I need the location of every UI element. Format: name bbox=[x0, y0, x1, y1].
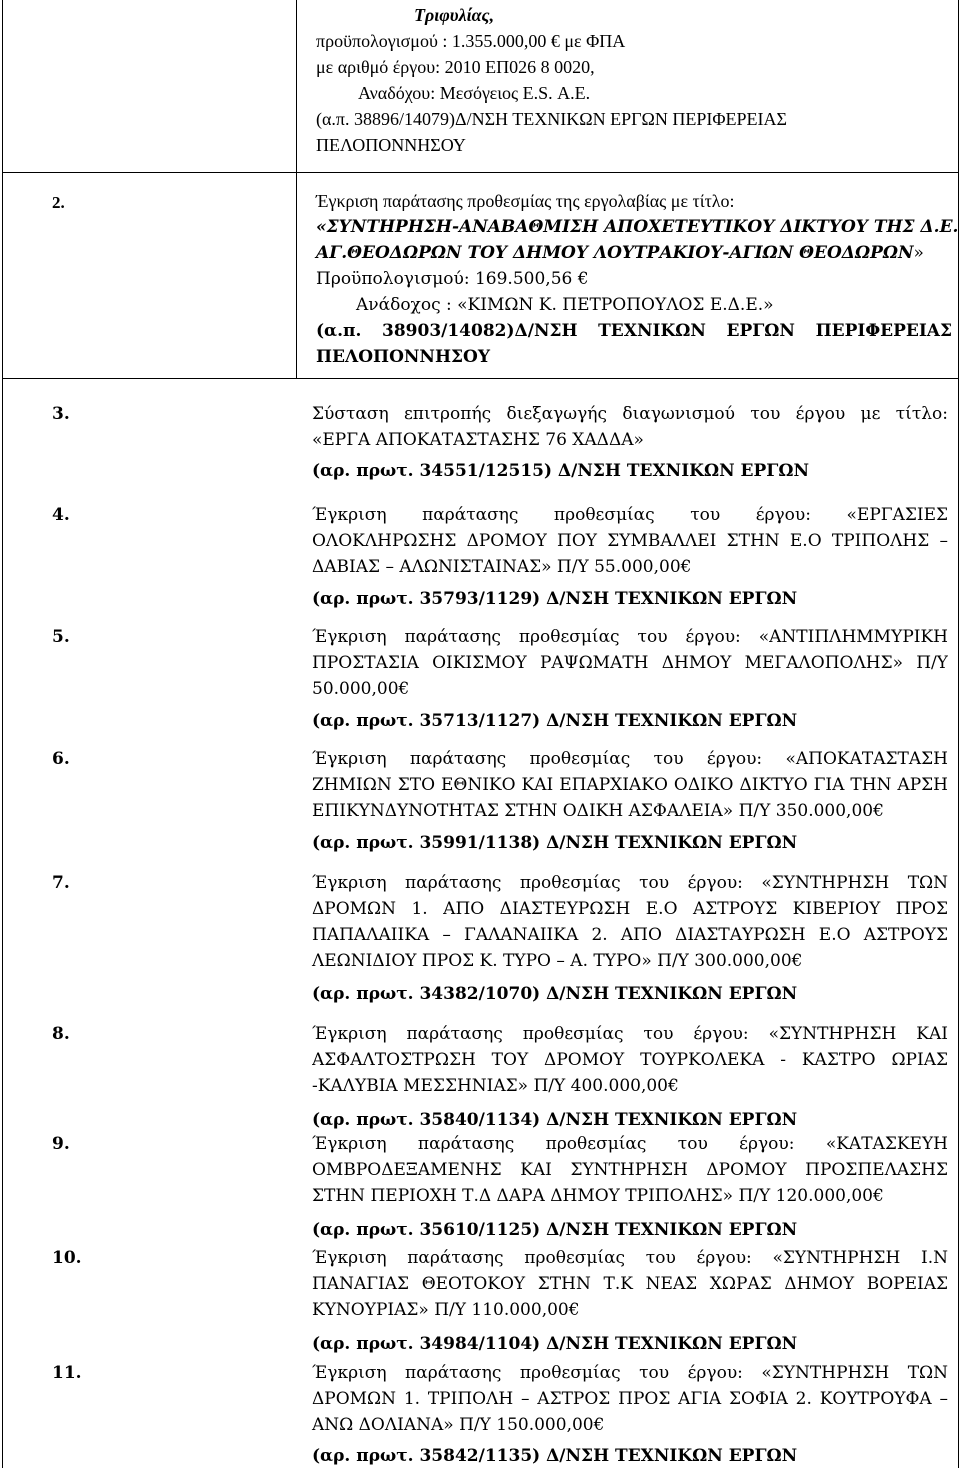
item-budget-line: προϋπολογισμού : 1.355.000,00 € με ΦΠΑ bbox=[316, 31, 626, 51]
agenda-item-number: 11. bbox=[52, 1363, 82, 1383]
agenda-item-number: 3. bbox=[52, 404, 70, 424]
table-left-border bbox=[2, 0, 3, 1468]
item-budget-line: Προϋπολογισμού: 169.500,56 € bbox=[316, 269, 589, 289]
item-text-line: ΠΑΝΑΓΙΑΣ ΘΕΟΤΟΚΟΥ ΣΤΗΝ Τ.Κ ΝΕΑΣ ΧΩΡΑΣ ΔΗΜΟΥ ΒΟΡΕΙΑΣ bbox=[312, 1274, 948, 1294]
item-text-line: Έγκριση παράτασης προθεσμίας του έργου: «ΣΥΝΤΗΡΗΣΗ ΤΩΝ bbox=[312, 1363, 948, 1383]
agenda-item-number: 2. bbox=[52, 193, 65, 212]
item-text-line: Τριφυλίας, bbox=[414, 5, 495, 25]
item-text-line: Έγκριση παράτασης προθεσμίας του έργου: «ΑΠΟΚΑΤΑΣΤΑΣΗ bbox=[312, 749, 948, 769]
item-reference-line: (αρ. πρωτ. 35842/1135) Δ/ΝΣΗ ΤΕΧΝΙΚΩΝ ΕΡΓΩΝ bbox=[312, 1446, 798, 1466]
item-reference-line: (αρ. πρωτ. 34984/1104) Δ/ΝΣΗ ΤΕΧΝΙΚΩΝ ΕΡΓΩΝ bbox=[312, 1334, 798, 1354]
item-reference-line: ΠΕΛΟΠΟΝΝΗΣΟΥ bbox=[316, 135, 466, 155]
item-budget-line: -ΚΑΛΥΒΙΑ ΜΕΣΣΗΝΙΑΣ» Π/Υ 400.000,00€ bbox=[312, 1076, 679, 1096]
item-reference-line: (αρ. πρωτ. 35713/1127) Δ/ΝΣΗ ΤΕΧΝΙΚΩΝ ΕΡΓΩΝ bbox=[312, 711, 798, 731]
item-reference-line: ΠΕΛΟΠΟΝΝΗΣΟΥ bbox=[316, 347, 490, 367]
item-reference-line: (αρ. πρωτ. 34382/1070) Δ/ΝΣΗ ΤΕΧΝΙΚΩΝ ΕΡΓΩΝ bbox=[312, 984, 798, 1004]
item-budget-line: ΣΤΗΝ ΠΕΡΙΟΧΗ Τ.Δ ΔΑΡΑ ΔΗΜΟΥ ΤΡΙΠΟΛΗΣ» Π/Υ 120.000,00€ bbox=[312, 1186, 884, 1206]
item-text-line: ΔΡΟΜΩΝ 1. ΤΡΙΠΟΛΗ – ΑΣΤΡΟΣ ΠΡΟΣ ΑΓΙΑ ΣΟΦΙΑ 2. ΚΟΥΤΡΟΥΦΑ – bbox=[312, 1389, 948, 1409]
table-row-divider bbox=[2, 172, 958, 173]
agenda-item-number: 7. bbox=[52, 873, 70, 893]
item-text-line: Έγκριση παράτασης προθεσμίας του έργου: «ΣΥΝΤΗΡΗΣΗ ΤΩΝ bbox=[312, 873, 948, 893]
table-column-divider-top bbox=[296, 0, 297, 378]
item-text-line: ΟΛΟΚΛΗΡΩΣΗΣ ΔΡΟΜΟΥ ΠΟΥ ΣΥΜΒΑΛΛΕΙ ΣΤΗΝ Ε.Ο ΤΡΙΠΟΛΗΣ – bbox=[312, 531, 948, 551]
item-title-line: «ΕΡΓΑ ΑΠΟΚΑΤΑΣΤΑΣΗΣ 76 ΧΑΔΔΑ» bbox=[312, 430, 644, 450]
item-text-line: ΑΣΦΑΛΤΟΣΤΡΩΣΗ ΤΟΥ ΔΡΟΜΟΥ ΤΟΥΡΚΟΛΕΚΑ - ΚΑΣΤΡΟ ΩΡΙΑΣ bbox=[312, 1050, 948, 1070]
item-project-number-line: με αριθμό έργου: 2010 ΕΠ026 8 0020, bbox=[316, 57, 595, 77]
table-row-divider bbox=[2, 378, 958, 379]
item-reference-line: (α.π. 38896/14079)Δ/ΝΣΗ ΤΕΧΝΙΚΩΝ ΕΡΓΩΝ ΠΕΡΙΦΕΡΕΙΑΣ bbox=[316, 109, 788, 129]
item-reference-line: (α.π. 38903/14082)Δ/ΝΣΗ ΤΕΧΝΙΚΩΝ ΕΡΓΩΝ ΠΕΡΙΦΕΡΕΙΑΣ bbox=[316, 321, 952, 341]
agenda-item-number: 6. bbox=[52, 749, 70, 769]
item-text-line: Έγκριση παράτασης προθεσμίας του έργου: «ΕΡΓΑΣΙΕΣ bbox=[312, 505, 948, 525]
item-text-line: Έγκριση παράτασης προθεσμίας του έργου: «ΣΥΝΤΗΡΗΣΗ ΚΑΙ bbox=[312, 1024, 948, 1044]
item-title-line: ΑΓ.ΘΕΟΔΩΡΩΝ ΤΟΥ ΔΗΜΟΥ ΛΟΥΤΡΑΚΙΟΥ-ΑΓΙΩΝ ΘΕΟΔΩΡΩΝ bbox=[316, 243, 914, 263]
agenda-item-number: 10. bbox=[52, 1248, 82, 1268]
agenda-item-number: 4. bbox=[52, 505, 70, 525]
item-text-line: Έγκριση παράτασης προθεσμίας του έργου: «ΚΑΤΑΣΚΕΥΗ bbox=[312, 1134, 948, 1154]
agenda-item-number: 9. bbox=[52, 1134, 70, 1154]
item-text-line: ΠΡΟΣΤΑΣΙΑ ΟΙΚΙΣΜΟΥ ΡΑΨΩΜΑΤΗ ΔΗΜΟΥ ΜΕΓΑΛΟΠΟΛΗΣ» Π/Υ bbox=[312, 653, 948, 673]
item-text-line: Έγκριση παράτασης προθεσμίας του έργου: «ΑΝΤΙΠΛΗΜΜΥΡΙΚΗ bbox=[312, 627, 948, 647]
item-title-close-quote: » bbox=[913, 243, 924, 263]
item-reference-line: (αρ. πρωτ. 35793/1129) Δ/ΝΣΗ ΤΕΧΝΙΚΩΝ ΕΡΓΩΝ bbox=[312, 589, 798, 609]
item-reference-line: (αρ. πρωτ. 35610/1125) Δ/ΝΣΗ ΤΕΧΝΙΚΩΝ ΕΡΓΩΝ bbox=[312, 1220, 798, 1240]
item-budget-line: ΑΝΩ ΔΟΛΙΑΝΑ» Π/Υ 150.000,00€ bbox=[312, 1415, 605, 1435]
item-reference-line: (αρ. πρωτ. 34551/12515) Δ/ΝΣΗ ΤΕΧΝΙΚΩΝ ΕΡΓΩΝ bbox=[312, 461, 810, 481]
item-reference-line: (αρ. πρωτ. 35991/1138) Δ/ΝΣΗ ΤΕΧΝΙΚΩΝ ΕΡΓΩΝ bbox=[312, 833, 798, 853]
item-budget-line: ΚΥΝΟΥΡΙΑΣ» Π/Υ 110.000,00€ bbox=[312, 1300, 580, 1320]
item-budget-line: ΕΠΙΚΥΝΔΥΝΟΤΗΤΑΣ ΣΤΗΝ ΟΔΙΚΗ ΑΣΦΑΛΕΙΑ» Π/Υ 350.000,00€ bbox=[312, 801, 884, 821]
item-text-line: ΔΡΟΜΩΝ 1. ΑΠΟ ΔΙΑΣΤΕΥΡΩΣΗ Ε.Ο ΑΣΤΡΟΥΣ ΚΙΒΕΡΙΟΥ ΠΡΟΣ bbox=[312, 899, 948, 919]
item-text-line: Έγκριση παράτασης προθεσμίας της εργολαβίας με τίτλο: bbox=[316, 191, 735, 211]
item-budget-line: ΔΑΒΙΑΣ – ΑΛΩΝΙΣΤΑΙΝΑΣ» Π/Υ 55.000,00€ bbox=[312, 557, 692, 577]
agenda-item-number: 8. bbox=[52, 1024, 70, 1044]
item-text-line: Έγκριση παράτασης προθεσμίας του έργου: «ΣΥΝΤΗΡΗΣΗ Ι.Ν bbox=[312, 1248, 948, 1268]
item-budget-line: ΛΕΩΝΙΔΙΟΥ ΠΡΟΣ Κ. ΤΥΡΟ – Α. ΤΥΡΟ» Π/Υ 300.000,00€ bbox=[312, 951, 803, 971]
item-text-line: ΖΗΜΙΩΝ ΣΤΟ ΕΘΝΙΚΟ ΚΑΙ ΕΠΑΡΧΙΑΚΟ ΟΔΙΚΟ ΔΙΚΤΥΟ ΓΙΑ ΤΗΝ ΑΡΣΗ bbox=[312, 775, 948, 795]
item-budget-line: 50.000,00€ bbox=[312, 679, 410, 699]
item-text-line: Σύσταση επιτροπής διεξαγωγής διαγωνισμού του έργου με τίτλο: bbox=[312, 404, 948, 424]
agenda-item-number: 5. bbox=[52, 627, 70, 647]
item-text-line: ΠΑΠΑΛΑΙΙΚΑ – ΓΑΛΑΝΑΙΙΚΑ 2. ΑΠΟ ΔΙΑΣΤΑΥΡΩΣΗ Ε.Ο ΑΣΤΡΟΥΣ bbox=[312, 925, 948, 945]
item-contractor-line: Ανάδοχος : «ΚΙΜΩΝ Κ. ΠΕΤΡΟΠΟΥΛΟΣ Ε.Δ.Ε.» bbox=[356, 295, 774, 315]
item-title-line: «ΣΥΝΤΗΡΗΣΗ-ΑΝΑΒΑΘΜΙΣΗ ΑΠΟΧΕΤΕΥΤΙΚΟΥ ΔΙΚΤΥΟΥ ΤΗΣ Δ.Ε. bbox=[316, 217, 959, 237]
item-contractor-line: Αναδόχου: Μεσόγειος Ε.S. Α.Ε. bbox=[358, 83, 591, 103]
item-reference-line: (αρ. πρωτ. 35840/1134) Δ/ΝΣΗ ΤΕΧΝΙΚΩΝ ΕΡΓΩΝ bbox=[312, 1110, 798, 1130]
item-text-line: ΟΜΒΡΟΔΕΞΑΜΕΝΗΣ ΚΑΙ ΣΥΝΤΗΡΗΣΗ ΔΡΟΜΟΥ ΠΡΟΣΠΕΛΑΣΗΣ bbox=[312, 1160, 948, 1180]
